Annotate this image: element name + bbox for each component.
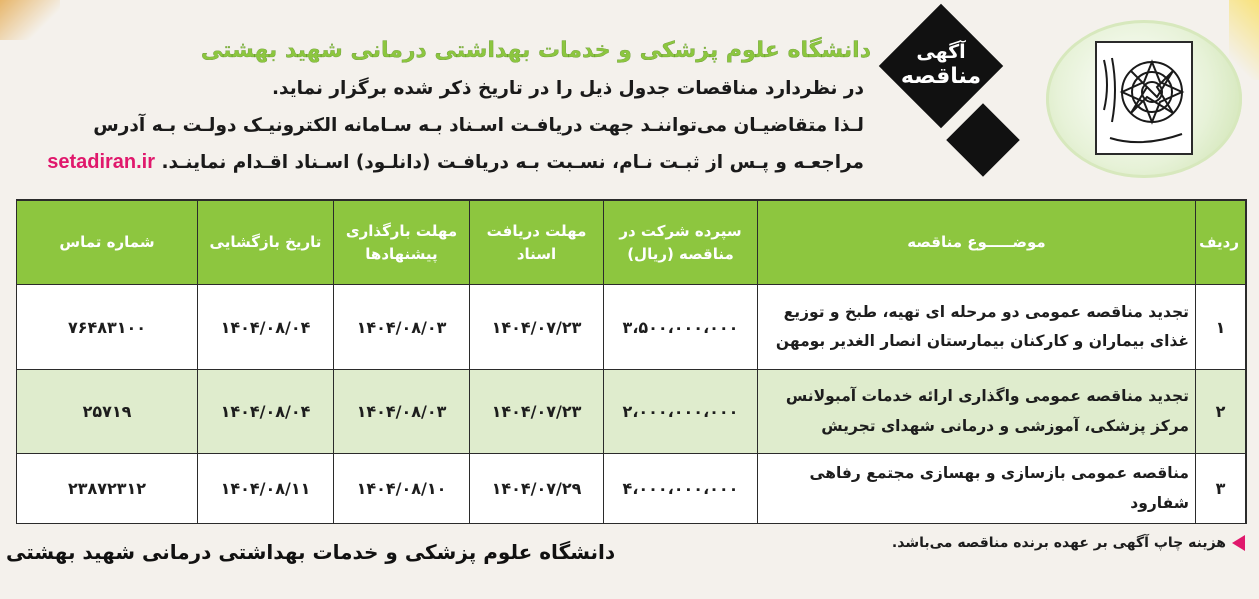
col-header-subject: موضـــــوع مناقصه [758,201,1196,285]
row-subject: تجدید مناقصه عمومی واگذاری ارائه خدمات آمبولانس مرکز پزشکی، آموزشی و درمانی شهدای تجریش [758,370,1196,454]
row-doc-deadline: ۱۴۰۴/۰۷/۲۹ [470,454,604,524]
col-header-opening: تاریخ بازگشایی [198,201,334,285]
row-index: ۳ [1196,454,1246,524]
row-doc-deadline: ۱۴۰۴/۰۷/۲۳ [470,370,604,454]
row-subject: تجدید مناقصه عمومی دو مرحله ای تهیه، طبخ و توزیع غذای بیماران و کارکنان بیمارستان انصار الغدیر بومهن [758,285,1196,370]
row-index: ۱ [1196,285,1246,370]
university-emblem-icon [1082,30,1206,170]
intro-line-1: در نظردارد مناقصات جدول ذیل را در تاریخ ذکر شده برگزار نماید. [272,78,864,99]
col-header-deposit: سپرده شرکت در مناقصه (ریال) [604,201,758,285]
footer-note [892,535,1245,551]
row-upload-deadline: ۱۴۰۴/۰۸/۰۳ [334,370,470,454]
col-header-doc-deadline: مهلت دریافت اسناد [470,201,604,285]
small-diamond [946,103,1020,177]
row-subject: مناقصه عمومی بازسازی و بهسازی مجتمع رفاهی شفارود [758,454,1196,524]
row-deposit: ۳،۵۰۰،۰۰۰،۰۰۰ [604,285,758,370]
row-phone: ۷۶۴۸۳۱۰۰ [17,285,198,370]
university-title: دانشگاه علوم پزشکی و خدمات بهداشتی درمانی شهید بهشتی [200,38,871,63]
footer-university: دانشگاه علوم پزشکی و خدمات بهداشتی درمانی شهید بهشتی [6,540,616,564]
ad-badge-line1: آگهی [916,41,966,64]
table-row [17,370,1246,454]
intro-line-3 [39,151,864,174]
row-deposit: ۴،۰۰۰،۰۰۰،۰۰۰ [604,454,758,524]
pointer-triangle-icon [1232,535,1245,551]
table-header-row [17,201,1246,285]
table-row [17,454,1246,524]
footer-note-text: هزینه چاپ آگهی بر عهده برنده مناقصه می‌باشد. [891,535,1226,551]
tender-table [16,199,1247,524]
row-index: ۲ [1196,370,1246,454]
row-opening: ۱۴۰۴/۰۸/۱۱ [198,454,334,524]
intro-line-3-text: مراجعـه و پـس از ثبـت نـام، نسـبت بـه دریافـت (دانلـود) اسـناد اقـدام نماینـد. [161,152,864,173]
col-header-phone: شماره تماس [17,201,198,285]
row-phone: ۲۳۸۷۲۳۱۲ [17,454,198,524]
website-link[interactable]: setadiran.ir [47,151,156,173]
table-row [17,285,1246,370]
col-header-index: ردیف [1196,201,1246,285]
row-phone: ۲۵۷۱۹ [17,370,198,454]
row-opening: ۱۴۰۴/۰۸/۰۴ [198,285,334,370]
col-header-upload-deadline: مهلت بارگذاری پیشنهادها [334,201,470,285]
row-opening: ۱۴۰۴/۰۸/۰۴ [198,370,334,454]
row-doc-deadline: ۱۴۰۴/۰۷/۲۳ [470,285,604,370]
ad-badge [885,20,997,112]
ad-badge-line2: مناقصه [900,64,982,90]
row-deposit: ۲،۰۰۰،۰۰۰،۰۰۰ [604,370,758,454]
row-upload-deadline: ۱۴۰۴/۰۸/۱۰ [334,454,470,524]
corner-decoration [0,0,60,40]
row-upload-deadline: ۱۴۰۴/۰۸/۰۳ [334,285,470,370]
intro-line-2: لـذا متقاضیـان می‌تواننـد جهت دریافـت اسـناد بـه سـامانه الکترونیـک دولـت بـه آدرس [93,115,864,136]
